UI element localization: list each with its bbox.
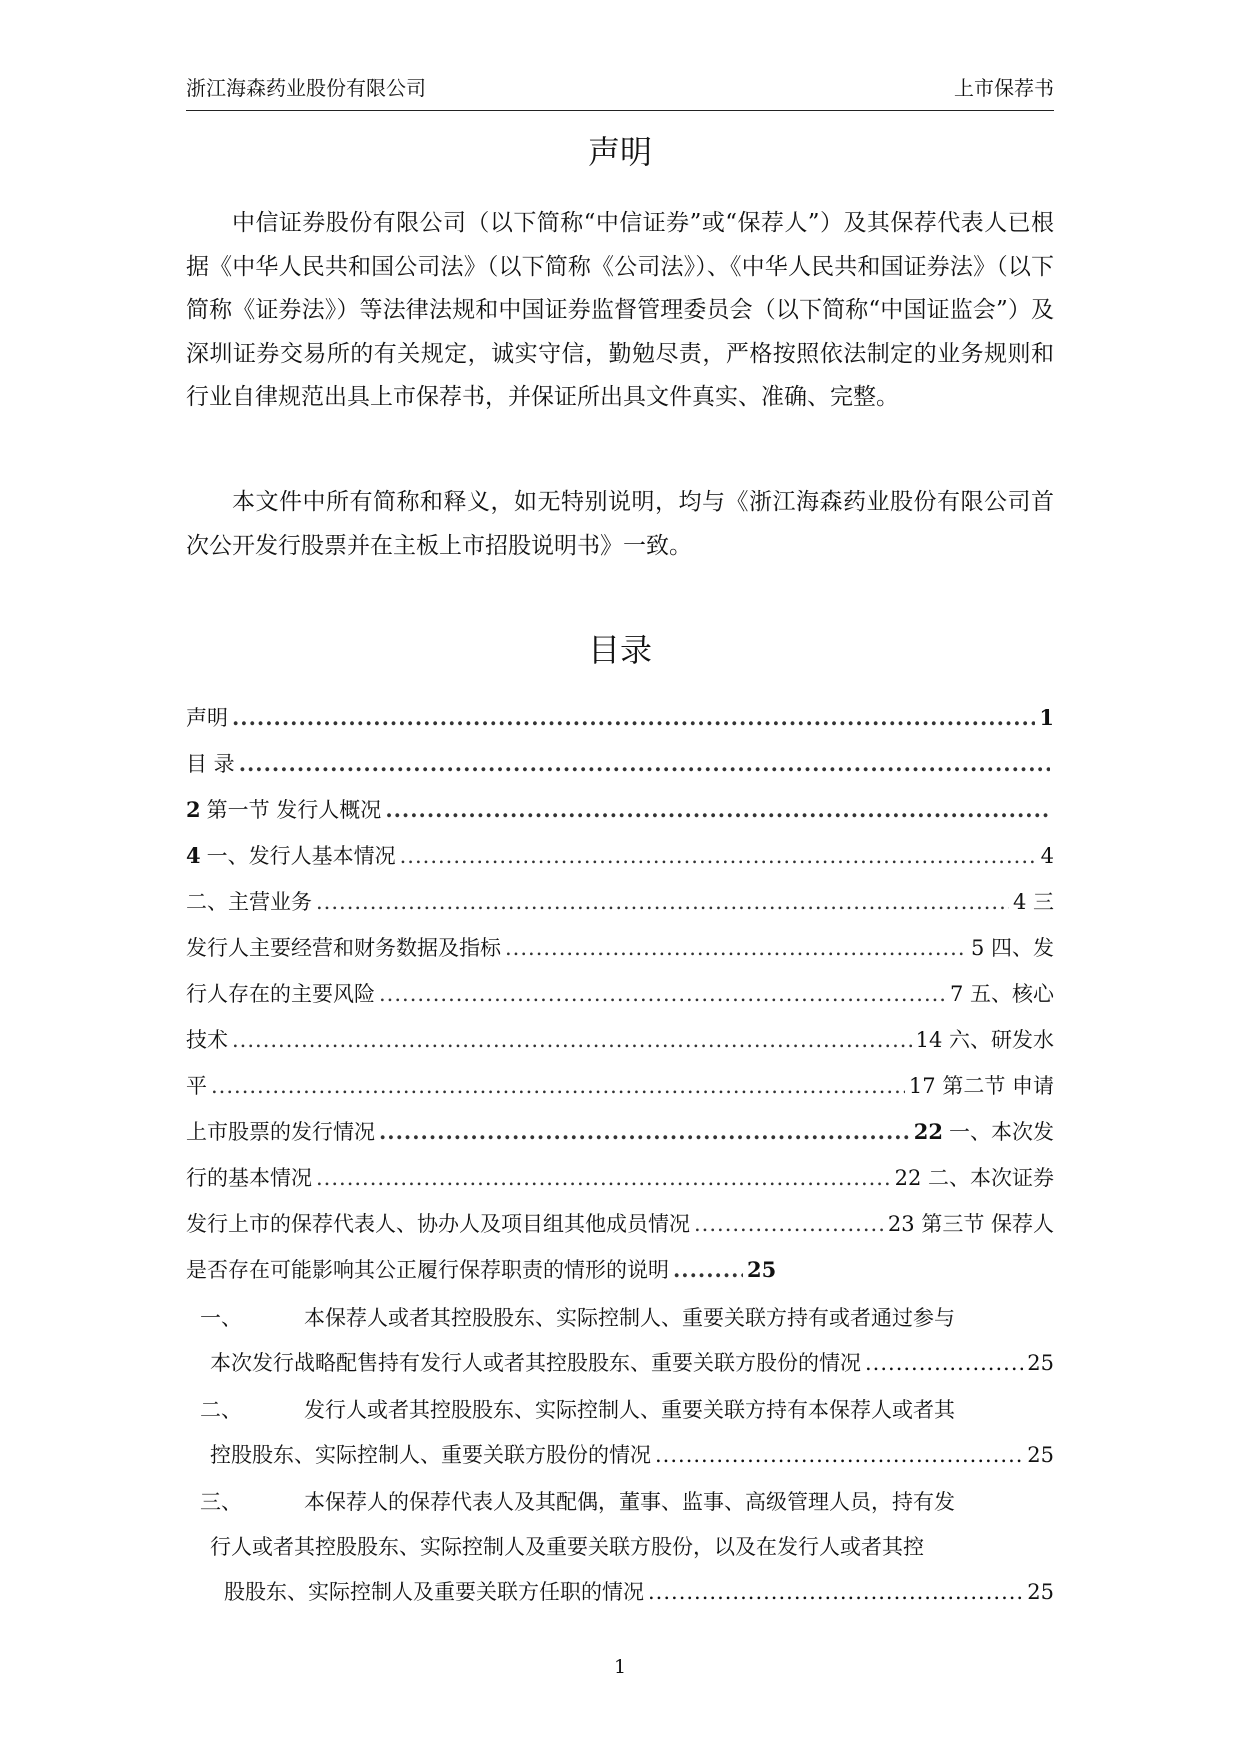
- toc-title: 目录: [587, 631, 652, 669]
- toc-sub-text-line-3: 股股东、实际控制人及重要关联方任职的情况: [224, 1580, 644, 1604]
- toc-entry[interactable]: [186, 1162, 1054, 1208]
- declaration-paragraph-1: 中信证券股份有限公司（以下简称“中信证券”或“保荐人”）及其保荐代表人已根据《中华人民共和国公司法》（以下简称《公司法》）、《中华人民共和国证券法》（以下简称《证券法》）等法律法规和中国证券监督管理委员会（以下简称“中国证监会”）及深圳证券交易所的有关规定，诚实守信，勤勉尽责，严格按照依法制定的业务规则和行业自律规范出具上市保荐书，并保证所出具文件真实、准确、完整。: [186, 210, 1054, 410]
- toc-entry[interactable]: [186, 1208, 1054, 1254]
- toc-entry-text: 发行上市的保荐代表人、协办人及项目组其他成员情况: [186, 1212, 690, 1236]
- toc-entry[interactable]: [186, 1070, 1054, 1116]
- toc-sub-text-line-2: 控股股东、实际控制人、重要关联方股份的情况: [210, 1443, 651, 1467]
- toc-entry-text: 行人存在的主要风险: [186, 982, 375, 1006]
- toc-sub-page: 25: [1027, 1580, 1054, 1604]
- toc-entry-page: 5 四、发: [970, 936, 1054, 960]
- toc-entry-text: 发行人主要经营和财务数据及指标: [186, 936, 501, 960]
- toc-entry-page: 4 三: [1012, 890, 1054, 914]
- toc-sub-item[interactable]: [186, 1394, 1054, 1484]
- toc-sub-item[interactable]: [186, 1486, 1054, 1621]
- toc-entry-page: 23 第三节 保荐人: [887, 1212, 1054, 1236]
- page-number: 1: [613, 1656, 627, 1678]
- toc-entry-text: 一、发行人基本情况: [206, 844, 396, 868]
- toc-sub-page: 25: [1027, 1443, 1054, 1467]
- toc-entry-lead: 4: [186, 843, 201, 868]
- declaration-title: 声明: [587, 133, 652, 171]
- toc-entry[interactable]: [186, 840, 1054, 886]
- toc-entry-text: 平: [186, 1074, 207, 1098]
- toc-entry-page: 7 五、核心: [949, 982, 1054, 1006]
- toc-sub-number: 二、: [200, 1398, 242, 1422]
- toc-entry-tail: 一、本次发: [949, 1120, 1054, 1144]
- toc-sub-text-line-2: 行人或者其控股股东、实际控制人及重要关联方股份，以及在发行人或者其控: [210, 1535, 924, 1559]
- toc-entry-text: 行的基本情况: [186, 1166, 312, 1190]
- header-doc-type: 上市保荐书: [954, 76, 1054, 100]
- toc-entry-page: 22 二、本次证券: [894, 1166, 1054, 1190]
- toc-entry-text: 第一节 发行人概况: [206, 798, 382, 822]
- table-of-contents: [186, 702, 1054, 1621]
- toc-entry-lead: 2: [186, 797, 201, 822]
- toc-entry[interactable]: [186, 1254, 1054, 1300]
- toc-sub-number: 一、: [200, 1306, 242, 1330]
- toc-entry-text: 二、主营业务: [186, 890, 312, 914]
- page-header: [186, 72, 1054, 111]
- toc-entry-text: 目 录: [186, 752, 235, 776]
- toc-entry-text: 技术: [186, 1028, 228, 1052]
- toc-sub-text-line-2: 本次发行战略配售持有发行人或者其控股股东、重要关联方股份的情况: [210, 1351, 861, 1375]
- toc-sub-number: 三、: [200, 1490, 242, 1514]
- toc-entry[interactable]: [186, 1116, 1054, 1162]
- toc-entry-page: 17 第二节 申请: [908, 1074, 1054, 1098]
- toc-entry-page: 1: [1039, 705, 1054, 730]
- toc-entry[interactable]: [186, 748, 1054, 794]
- toc-sub-item[interactable]: [186, 1302, 1054, 1392]
- toc-sub-text-line-1: 本保荐人或者其控股股东、实际控制人、重要关联方持有或者通过参与: [304, 1306, 955, 1330]
- toc-entry-page: 25: [747, 1257, 777, 1282]
- toc-entry-page: 22: [913, 1119, 943, 1144]
- declaration-paragraph-2: 本文件中所有简称和释义，如无特别说明，均与《浙江海森药业股份有限公司首次公开发行股票并在主板上市招股说明书》一致。: [186, 489, 1054, 559]
- toc-entry-text: 是否存在可能影响其公正履行保荐职责的情形的说明: [186, 1258, 669, 1282]
- toc-sub-page: 25: [1027, 1351, 1054, 1375]
- header-company: 浙江海森药业股份有限公司: [186, 76, 426, 100]
- toc-entry[interactable]: [186, 978, 1054, 1024]
- toc-entry-page: 14 六、研发水: [915, 1028, 1054, 1052]
- toc-entry-page: 4: [1040, 844, 1054, 868]
- toc-entry[interactable]: [186, 886, 1054, 932]
- toc-sub-text-line-1: 发行人或者其控股股东、实际控制人、重要关联方持有本保荐人或者其: [304, 1398, 955, 1422]
- toc-entry[interactable]: [186, 794, 1054, 840]
- toc-entry-text: 声明: [186, 706, 228, 730]
- toc-entry[interactable]: [186, 1024, 1054, 1070]
- toc-entry-text: 上市股票的发行情况: [186, 1120, 375, 1144]
- toc-sub-text-line-1: 本保荐人的保荐代表人及其配偶，董事、监事、高级管理人员，持有发: [304, 1490, 955, 1514]
- toc-entry[interactable]: [186, 932, 1054, 978]
- toc-entry[interactable]: [186, 702, 1054, 748]
